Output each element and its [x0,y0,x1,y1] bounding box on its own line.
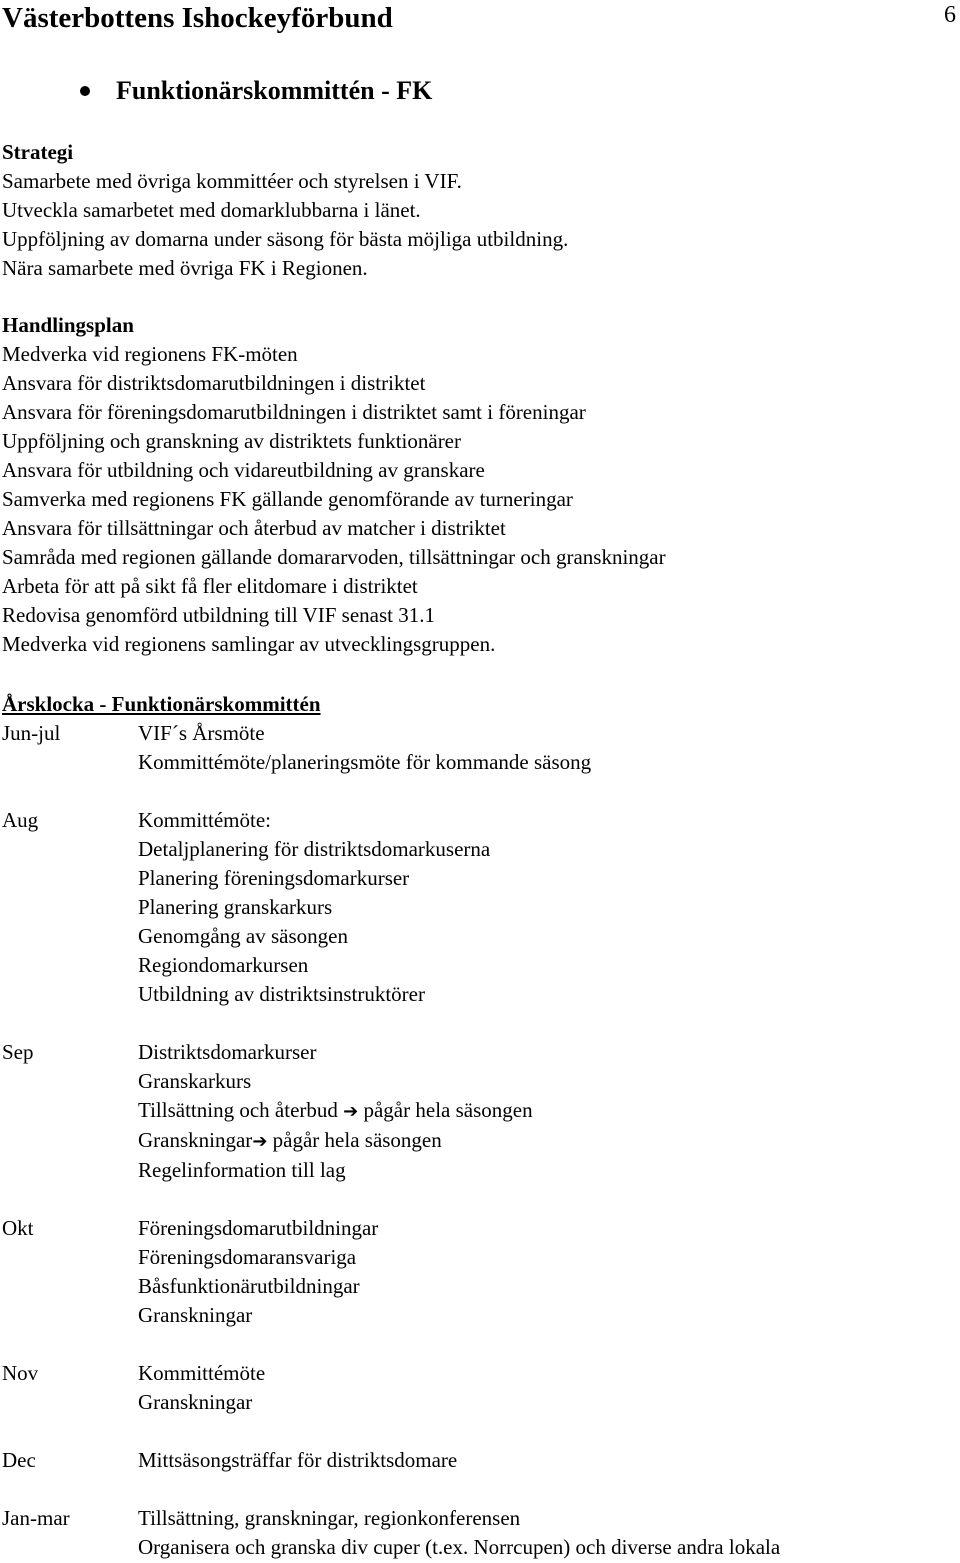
period-month: Okt [2,1216,34,1240]
period-item [138,1096,533,1126]
period-item: Genomgång av säsongen [138,924,348,948]
strategi-line: Utveckla samarbetet med domarklubbarna i länet. [2,198,421,222]
handlingsplan-line: Arbeta för att på sikt få fler elitdomare i distriktet [2,574,418,598]
period-item: Båsfunktionärutbildningar [138,1274,360,1298]
handlingsplan-line: Uppföljning och granskning av distriktets funktionärer [2,429,461,453]
period-item: Kommittémöte/planeringsmöte för kommande säsong [138,750,592,774]
period-item: Detaljplanering för distriktsdomarkuserna [138,837,491,861]
period-month: Nov [2,1361,39,1385]
handlingsplan-line: Samråda med regionen gällande domararvoden, tillsättningar och granskningar [2,545,666,569]
period-month: Sep [2,1040,34,1064]
period-item: Distriktsdomarkurser [138,1040,317,1064]
period-month: Aug [2,808,39,832]
period-item: Tillsättning, granskningar, regionkonferensen [138,1506,521,1530]
period-item: Granskningar [138,1390,253,1414]
handlingsplan-line: Ansvara för utbildning och vidareutbildning av granskare [2,458,485,482]
period-item-text: Granskningar [138,1128,253,1152]
page-number: 6 [944,2,956,28]
period-sep [2,1038,780,1185]
period-item: Föreningsdomaransvariga [138,1245,357,1269]
period-item: Kommittémöte: [138,808,271,832]
period-item: Utbildning av distriktsinstruktörer [138,982,425,1006]
period-item: Föreningsdomarutbildningar [138,1216,379,1240]
strategi-section [2,138,568,283]
handlingsplan-line: Ansvara för distriktsdomarutbildningen i distriktet [2,371,426,395]
period-okt [2,1214,780,1330]
handlingsplan-line: Samverka med regionens FK gällande genomförande av turneringar [2,487,573,511]
right-arrow-icon: ➔ [252,1131,268,1152]
arsklocka-heading: Årsklocka - Funktionärskommittén [2,692,321,716]
strategi-line: Uppföljning av domarna under säsong för bästa möjliga utbildning. [2,227,569,251]
committee-heading-text: Funktionärskommittén - FK [116,76,433,105]
strategi-line: Samarbete med övriga kommittéer och styrelsen i VIF. [2,169,462,193]
strategi-line: Nära samarbete med övriga FK i Regionen. [2,256,368,280]
right-arrow-icon: ➔ [343,1101,359,1122]
handlingsplan-line: Ansvara för föreningsdomarutbildningen i distriktet samt i föreningar [2,400,586,424]
period-item: Planering granskarkurs [138,895,333,919]
strategi-heading: Strategi [2,140,74,164]
period-item [138,1126,533,1156]
committee-heading [80,74,432,108]
handlingsplan-line: Medverka vid regionens FK-möten [2,342,298,366]
period-month: Jun-jul [2,721,61,745]
period-item-text: pågår hela säsongen [363,1098,533,1122]
period-month: Dec [2,1448,36,1472]
arsklocka-section [2,690,780,1562]
period-item-text: pågår hela säsongen [272,1128,442,1152]
period-item: VIF´s Årsmöte [138,721,265,745]
handlingsplan-heading: Handlingsplan [2,313,134,337]
period-aug [2,806,780,1009]
period-dec [2,1446,780,1475]
period-nov [2,1359,780,1417]
period-item: Regiondomarkursen [138,953,309,977]
handlingsplan-section [2,311,666,659]
handlingsplan-line: Medverka vid regionens samlingar av utvecklingsgruppen. [2,632,496,656]
period-item: Mittsäsongsträffar för distriktsdomare [138,1448,458,1472]
period-item: Regelinformation till lag [138,1158,346,1182]
period-jun-jul [2,719,780,777]
period-item: Organisera och granska div cuper (t.ex. Norrcupen) och diverse andra lokala [138,1535,781,1559]
period-month: Jan-mar [2,1506,70,1530]
period-item: Planering föreningsdomarkurser [138,866,410,890]
period-item: Kommittémöte [138,1361,266,1385]
period-item: Granskarkurs [138,1069,252,1093]
period-item-text: Tillsättning och återbud [138,1098,338,1122]
handlingsplan-line: Redovisa genomförd utbildning till VIF senast 31.1 [2,603,436,627]
bullet-icon [80,86,90,96]
handlingsplan-line: Ansvara för tillsättningar och återbud av matcher i distriktet [2,516,506,540]
period-jan-mar [2,1504,780,1562]
document-title: Västerbottens Ishockeyförbund [2,2,393,34]
period-item: Granskningar [138,1303,253,1327]
